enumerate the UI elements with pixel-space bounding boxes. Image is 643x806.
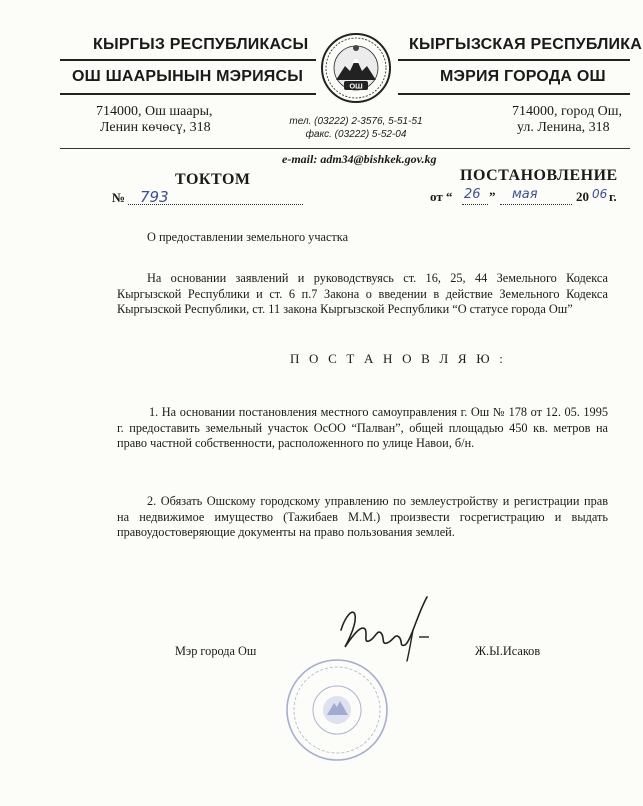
right-address-line1: 714000, город Ош, — [512, 104, 623, 119]
title-kyrgyz: ТОКТОМ — [175, 171, 251, 188]
preamble-paragraph: На основании заявлений и руководствуясь ст. 16, 25, 44 Земельного Кодекса Кыргызской Республики и ст. 6 п.7 Закона о введении в действие Земельного Кодекса Кыргызской Республики, ст. 11 закона Кыргызской Республики “О статусе города Ош” — [117, 271, 608, 316]
right-header-subtitle: МЭРИЯ ГОРОДА ОШ — [440, 68, 606, 85]
left-address-line1: 714000, Ош шаары, — [96, 104, 213, 119]
right-header-title: КЫРГЫЗСКАЯ РЕСПУБЛИКА — [409, 36, 642, 53]
decree-item-2: 2. Обязать Ошскому городскому управлению по землеустройству и регистрации прав на недвижимое имущество (Тажибаев М.М.) произвести госрегистрацию и выдать правоудостоверяющие документы на право пользования землей. — [117, 494, 608, 539]
official-stamp-icon — [282, 655, 392, 765]
decree-heading: П О С Т А Н О В Л Я Ю : — [290, 351, 507, 366]
signatory-position: Мэр города Ош — [175, 644, 257, 658]
left-address-line2: Ленин көчөсү, 318 — [100, 120, 211, 135]
date-suffix: г. — [609, 189, 617, 204]
date-month-underline — [500, 204, 572, 205]
right-address-line2: ул. Ленина, 318 — [517, 120, 610, 135]
handwritten-signature — [325, 585, 440, 665]
right-header-rule — [398, 59, 630, 61]
date-year-prefix: 20 — [576, 189, 589, 204]
date-year-suffix: 06 — [592, 187, 608, 201]
date-mid: ” — [489, 189, 496, 204]
date-month: мая — [512, 187, 538, 202]
number-value: 793 — [140, 188, 169, 206]
city-emblem-icon — [317, 30, 395, 112]
fax-line: факс. (03222) 5-52-04 — [305, 129, 407, 140]
decree-item-1: 1. На основании постановления местного самоуправления г. Ош № 178 от 12. 05. 1995 г. предоставить земельный участок ОсОО “Палван”, общей площадью 450 кв. метров на право частной собственности, расположенного по улице Навои, б/н. — [117, 405, 608, 450]
date-prefix: от “ — [430, 189, 453, 204]
right-header-rule-2 — [398, 93, 630, 95]
phone-line: тел. (03222) 2-3576, 5-51-51 — [289, 116, 423, 127]
document-subject: О предоставлении земельного участка — [147, 230, 349, 244]
date-day-underline — [462, 204, 488, 205]
left-header-rule — [60, 59, 316, 61]
left-header-rule-2 — [60, 93, 316, 95]
email-address: e-mail: adm34@bishkek.gov.kg — [282, 152, 437, 166]
signatory-name: Ж.Ы.Исаков — [475, 644, 541, 658]
left-header-title: КЫРГЫЗ РЕСПУБЛИКАСЫ — [93, 36, 309, 53]
number-prefix: № — [112, 190, 126, 205]
emblem-label: ОШ — [349, 81, 363, 91]
header-bottom-rule — [60, 148, 630, 149]
left-header-subtitle: ОШ ШААРЫНЫН МЭРИЯСЫ — [72, 68, 304, 85]
title-russian: ПОСТАНОВЛЕНИЕ — [460, 167, 618, 184]
date-day: 26 — [464, 187, 481, 202]
